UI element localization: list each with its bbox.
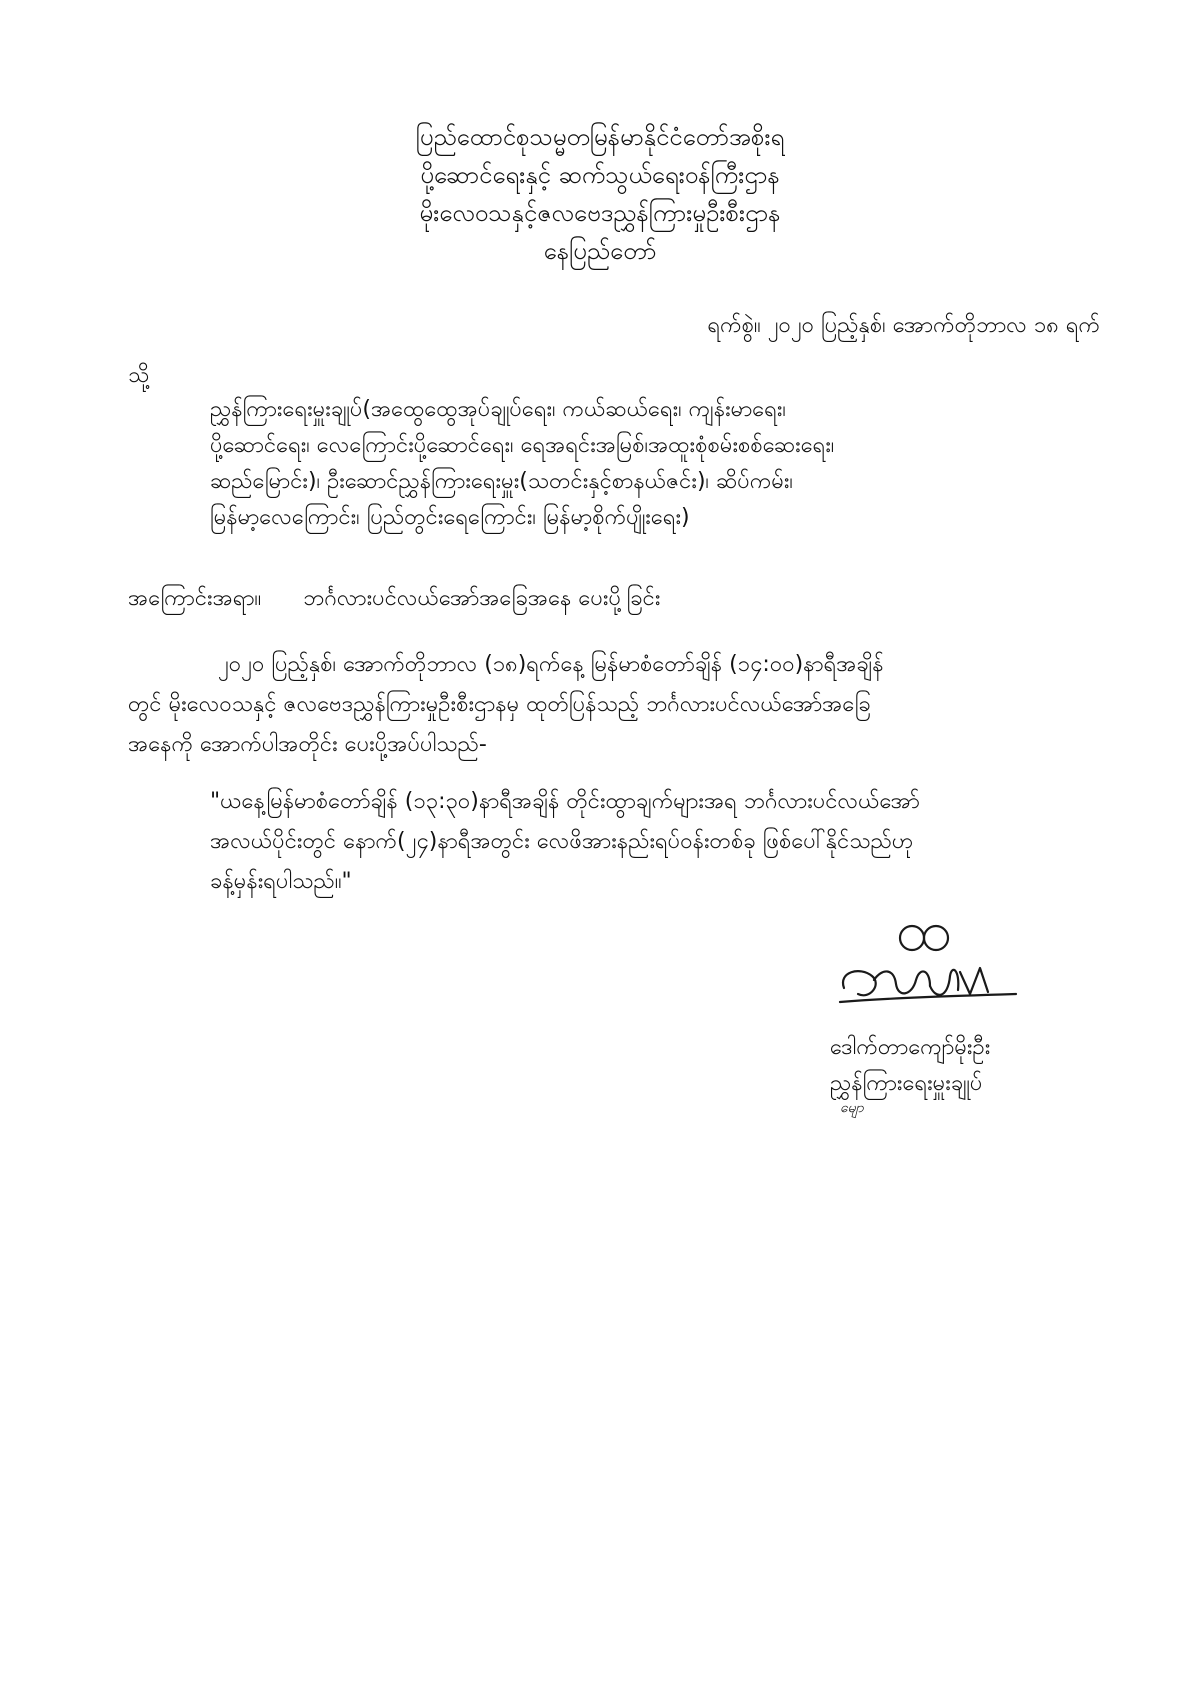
recipients-line: ပို့ဆောင်ရေး၊ လေကြောင်းပို့ဆောင်ရေး၊ ရေအရင်းအမြစ်၊အထူးစုံစမ်းစစ်ဆေးရေး၊ bbox=[210, 433, 835, 458]
signer-title: ညွှန်ကြားရေးမှူးချုပ် bbox=[830, 1071, 983, 1096]
to-label: သို့ bbox=[128, 363, 150, 388]
recipients-line: မြန်မာ့လေကြောင်း၊ ပြည်တွင်းရေကြောင်း၊ မြန်မာ့စိုက်ပျိုးရေး) bbox=[210, 505, 690, 530]
letterhead-government: ပြည်ထောင်စုသမ္မတမြန်မာနိုင်ငံတော်အစိုးရ bbox=[415, 123, 785, 151]
recipients bbox=[210, 392, 1110, 536]
subject-label: အကြောင်းအရာ။ bbox=[128, 586, 262, 611]
quote-line: အလယ်ပိုင်းတွင် နောက်(၂၄)နာရီအတွင်း လေဖိအားနည်းရပ်ဝန်းတစ်ခု ဖြစ်ပေါ်နိုင်သည်ဟု bbox=[210, 829, 914, 854]
letterhead-city: နေပြည်တော် bbox=[543, 237, 657, 265]
letterhead-department: မိုးလေဝသနှင့်ဇလဗေဒညွှန်ကြားမှုဦးစီးဌာန bbox=[419, 199, 781, 227]
subject-line bbox=[128, 583, 660, 616]
quoted-forecast bbox=[210, 782, 1110, 902]
signer-block bbox=[830, 1030, 990, 1102]
subject-text: ဘင်္ဂလားပင်လယ်အော်အခြေအနေ ပေးပို့ခြင်း bbox=[303, 586, 661, 611]
body-line: အနေကို အောက်ပါအတိုင်း ပေးပို့အပ်ပါသည်- bbox=[128, 732, 487, 757]
letterhead-ministry: ပို့ဆောင်ရေးနှင့် ဆက်သွယ်ရေးဝန်ကြီးဌာန bbox=[420, 161, 780, 189]
recipients-line: ဆည်မြောင်း)၊ ဦးဆောင်ညွှန်ကြားရေးမှူး(သတင်းနှင့်စာနယ်ဇင်း)၊ ဆိပ်ကမ်း၊ bbox=[210, 469, 793, 494]
letter-date: ရက်စွဲ။ ၂၀၂၀ ပြည့်နှစ်၊ အောက်တိုဘာလ ၁၈ ရက် bbox=[707, 313, 1100, 338]
typist-initial: မျော bbox=[840, 1100, 864, 1116]
body-line: တွင် မိုးလေဝသနှင့် ဇလဗေဒညွှန်ကြားမှုဦးစီးဌာနမှ ထုတ်ပြန်သည့် ဘင်္ဂလားပင်လယ်အော်အခြေ bbox=[128, 692, 871, 717]
quote-line: ခန့်မှန်းရပါသည်။" bbox=[210, 869, 352, 894]
quote-line: "ယနေ့မြန်မာစံတော်ချိန် (၁၃:၃၀)နာရီအချိန် တိုင်းထွာချက်များအရ ဘင်္ဂလားပင်လယ်အော် bbox=[210, 789, 920, 814]
signer-name: ဒေါက်တာကျော်မိုးဦး bbox=[830, 1035, 991, 1060]
body-paragraph bbox=[128, 645, 1108, 765]
letterhead bbox=[0, 118, 1200, 270]
handwritten-signature bbox=[830, 910, 1030, 1020]
recipients-line: ညွှန်ကြားရေးမှူးချုပ်(အထွေထွေအုပ်ချုပ်ရေး၊ ကယ်ဆယ်ရေး၊ ကျန်းမာရေး၊ bbox=[210, 397, 786, 422]
body-line: ၂၀၂၀ ပြည့်နှစ်၊ အောက်တိုဘာလ (၁၈)ရက်နေ့ မြန်မာစံတော်ချိန် (၁၄:၀၀)နာရီအချိန် bbox=[218, 652, 884, 677]
